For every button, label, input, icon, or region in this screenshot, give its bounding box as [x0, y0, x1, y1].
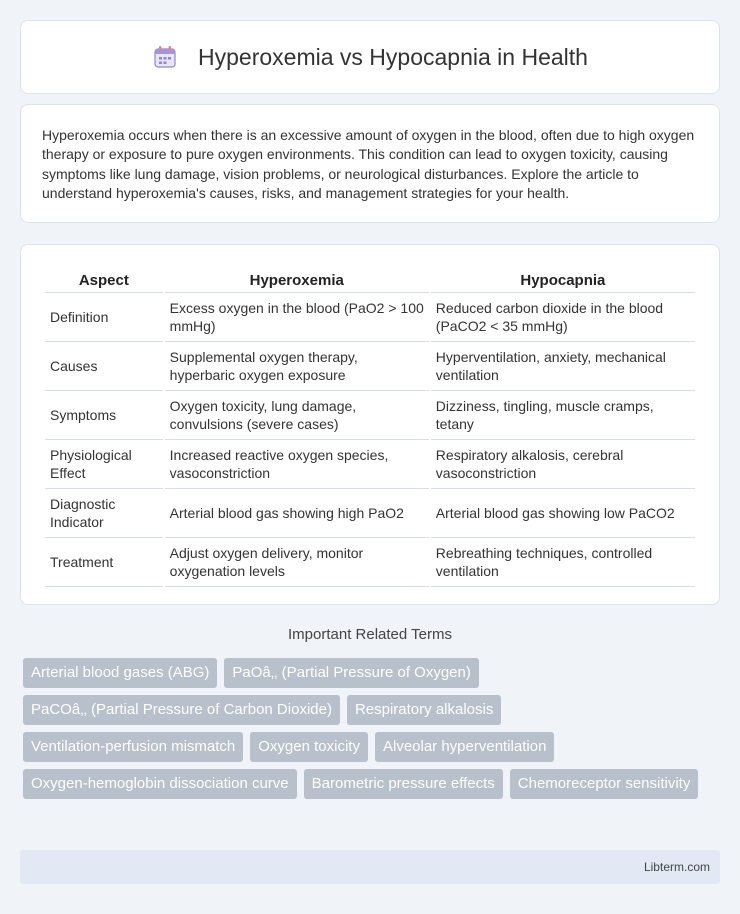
table-row: [45, 489, 695, 538]
comparison-table: [43, 265, 697, 587]
header-card: [20, 20, 720, 94]
row-hyperoxemia: Supplemental oxygen therapy, hyperbaric oxygen exposure: [165, 342, 429, 391]
footer-site-link[interactable]: Libterm.com: [643, 860, 710, 874]
related-terms-title: Important Related Terms: [288, 626, 452, 643]
row-aspect: Causes: [45, 342, 163, 391]
row-hyperoxemia: Adjust oxygen delivery, monitor oxygenation levels: [165, 538, 429, 587]
intro-card: [20, 104, 720, 223]
row-hyperoxemia: Arterial blood gas showing high PaO2: [165, 489, 429, 538]
related-term-tag[interactable]: Chemoreceptor sensitivity: [510, 769, 699, 799]
related-term-tag[interactable]: Oxygen-hemoglobin dissociation curve: [23, 769, 297, 799]
row-aspect: Diagnostic Indicator: [45, 489, 163, 538]
header-hyperoxemia: Hyperoxemia: [165, 265, 429, 293]
row-aspect: Definition: [45, 293, 163, 342]
row-hyperoxemia: Increased reactive oxygen species, vasoconstriction: [165, 440, 429, 489]
header-aspect: Aspect: [45, 265, 163, 293]
table-header-row: [45, 265, 695, 293]
row-aspect: Physiological Effect: [45, 440, 163, 489]
table-row: [45, 538, 695, 587]
related-term-tag[interactable]: Barometric pressure effects: [304, 769, 503, 799]
comparison-card: [20, 244, 720, 605]
footer: [20, 850, 720, 884]
related-terms-list: [23, 658, 723, 806]
row-aspect: Treatment: [45, 538, 163, 587]
row-aspect: Symptoms: [45, 391, 163, 440]
header-hypocapnia: Hypocapnia: [431, 265, 695, 293]
page-title: Hyperoxemia vs Hypocapnia in Health: [198, 43, 588, 70]
row-hypocapnia: Respiratory alkalosis, cerebral vasoconstriction: [431, 440, 695, 489]
table-row: [45, 293, 695, 342]
intro-text: Hyperoxemia occurs when there is an excessive amount of oxygen in the blood, often due to high oxygen therapy or exposure to pure oxygen environments. This condition can lead to oxygen toxicity, causing symptoms like lung damage, vision problems, or neurological disturbances. Explore the article to understand hyperoxemia's causes, risks, and management strategies for your health.: [42, 127, 695, 202]
row-hypocapnia: Reduced carbon dioxide in the blood (PaCO2 < 35 mmHg): [431, 293, 695, 342]
table-row: [45, 440, 695, 489]
related-term-tag[interactable]: Alveolar hyperventilation: [375, 732, 554, 762]
related-term-tag[interactable]: Oxygen toxicity: [250, 732, 368, 762]
row-hyperoxemia: Oxygen toxicity, lung damage, convulsions (severe cases): [165, 391, 429, 440]
calendar-icon: [152, 44, 178, 70]
row-hypocapnia: Rebreathing techniques, controlled ventilation: [431, 538, 695, 587]
table-row: [45, 391, 695, 440]
related-term-tag[interactable]: PaOâ‚‚ (Partial Pressure of Oxygen): [224, 658, 478, 688]
related-term-tag[interactable]: Ventilation-perfusion mismatch: [23, 732, 243, 762]
related-term-tag[interactable]: PaCOâ‚‚ (Partial Pressure of Carbon Dioxide): [23, 695, 340, 725]
row-hypocapnia: Dizziness, tingling, muscle cramps, tetany: [431, 391, 695, 440]
related-term-tag[interactable]: Respiratory alkalosis: [347, 695, 501, 725]
table-row: [45, 342, 695, 391]
row-hypocapnia: Arterial blood gas showing low PaCO2: [431, 489, 695, 538]
row-hypocapnia: Hyperventilation, anxiety, mechanical ventilation: [431, 342, 695, 391]
related-term-tag[interactable]: Arterial blood gases (ABG): [23, 658, 217, 688]
row-hyperoxemia: Excess oxygen in the blood (PaO2 > 100 mmHg): [165, 293, 429, 342]
